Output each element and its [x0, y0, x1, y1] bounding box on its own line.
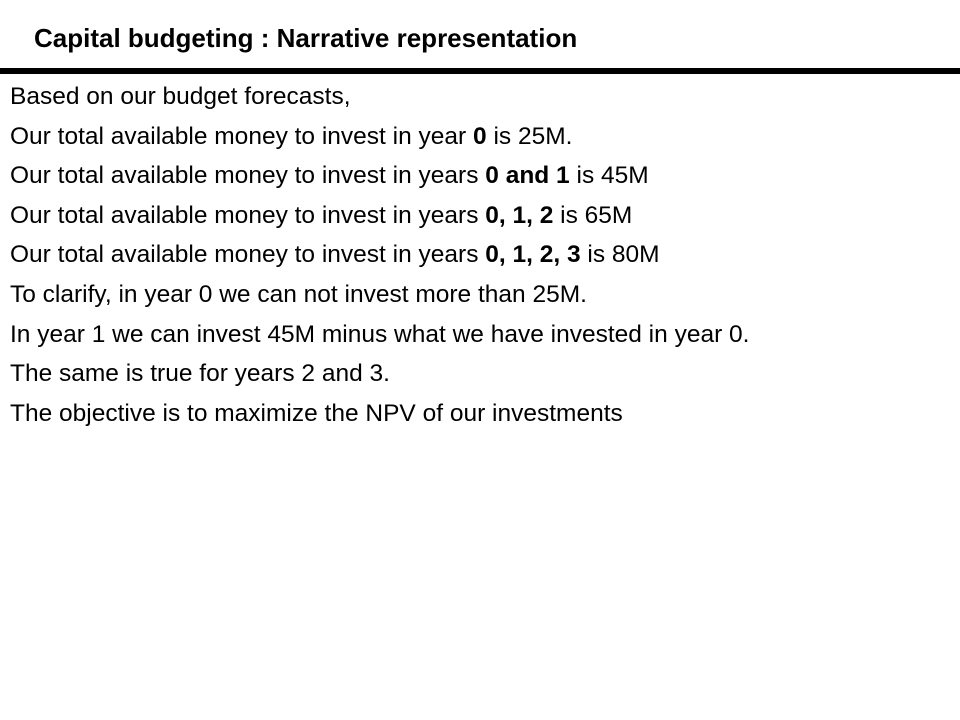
text-segment: The objective is to maximize the NPV of our investments	[10, 399, 623, 427]
paragraph-years0123	[10, 240, 945, 270]
text-segment: is 80M	[580, 241, 660, 269]
text-segment: To clarify, in year 0 we can not invest more than 25M.	[10, 280, 587, 308]
title-divider	[0, 68, 960, 74]
text-segment: is 25M.	[486, 122, 573, 150]
text-segment: Our total available money to invest in years	[10, 162, 486, 190]
paragraph-year0	[10, 122, 945, 152]
text-segment: is 65M	[553, 201, 633, 229]
text-segment: Our total available money to invest in years	[10, 201, 486, 229]
paragraph-intro	[10, 82, 945, 112]
text-segment: Our total available money to invest in years	[10, 241, 486, 269]
text-segment: Our total available money to invest in year	[10, 122, 474, 150]
text-segment: Based on our budget forecasts,	[10, 83, 351, 110]
text-segment: is 45M	[569, 162, 649, 190]
paragraph-same	[10, 359, 945, 389]
text-segment: In year 1 we can invest 45M minus what we have invested in year 0.	[10, 320, 750, 348]
slide-body	[10, 82, 945, 438]
slide-title: Capital budgeting : Narrative representation	[34, 23, 578, 53]
bold-text: 0, 1, 2	[485, 201, 554, 229]
paragraph-years01	[10, 161, 945, 191]
bold-text: 0	[473, 122, 487, 150]
paragraph-years012	[10, 201, 945, 231]
bold-text: 0 and 1	[485, 162, 570, 190]
paragraph-objective	[10, 399, 945, 429]
paragraph-clarify	[10, 280, 945, 310]
paragraph-year1	[10, 320, 945, 350]
bold-text: 0, 1, 2, 3	[485, 241, 581, 269]
text-segment: The same is true for years 2 and 3.	[10, 360, 390, 388]
